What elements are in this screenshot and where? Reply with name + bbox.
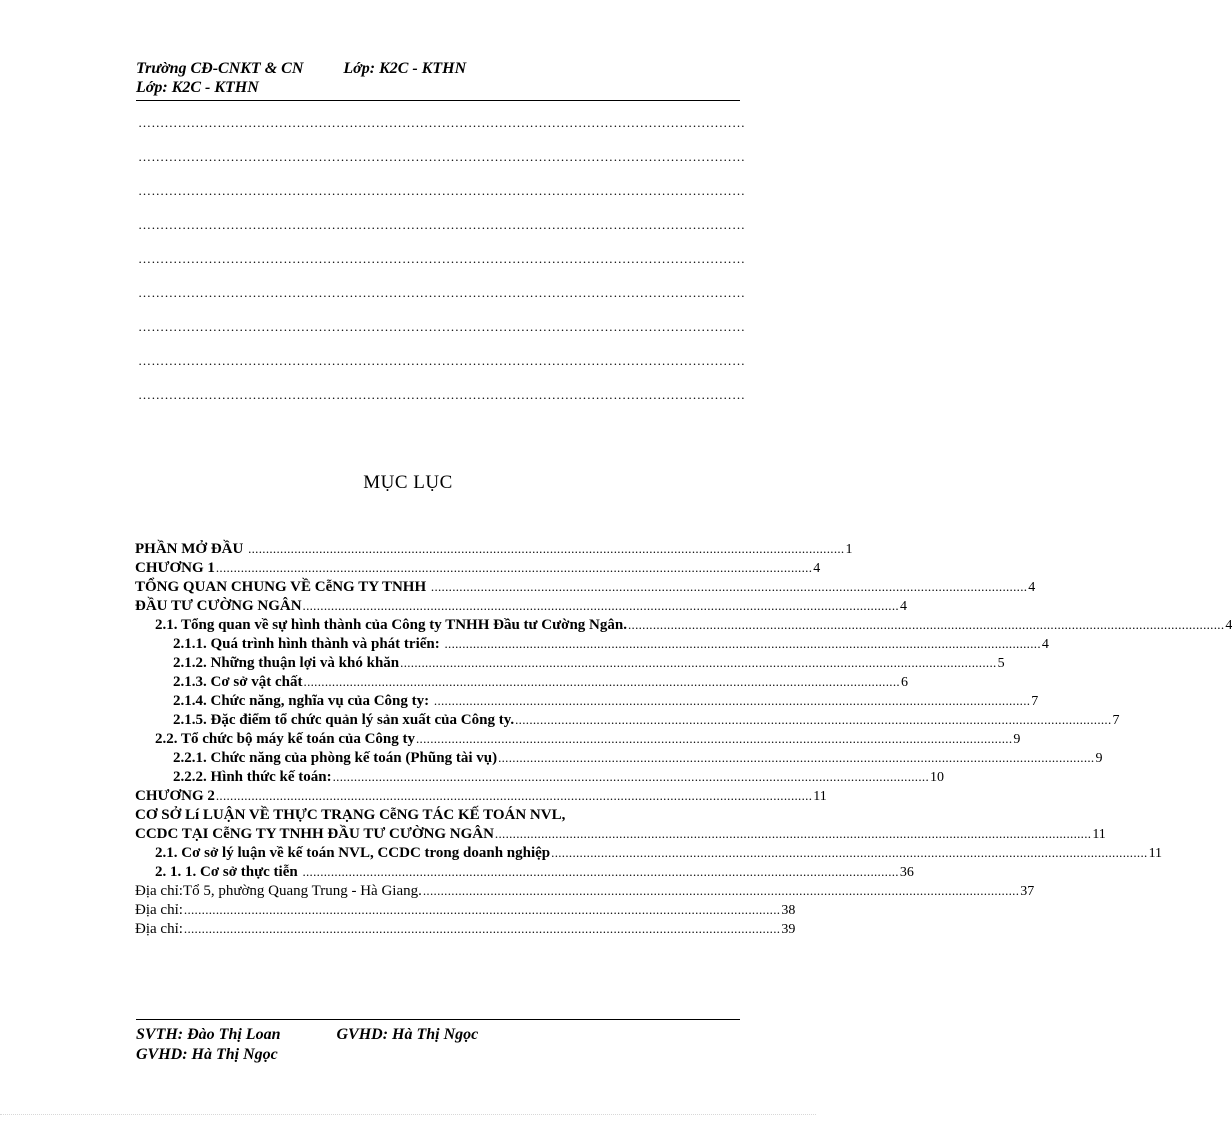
toc-entry[interactable]	[135, 693, 1039, 712]
toc-entry[interactable]	[135, 579, 1036, 598]
supervisor-name: GVHD: Hà Thị Ngọc	[336, 1026, 479, 1043]
toc-entry-page: 38	[781, 903, 796, 918]
toc-entry[interactable]	[135, 769, 945, 788]
page-footer	[136, 1025, 478, 1065]
toc-entry-page: 10	[930, 770, 945, 785]
dotted-line: …………………………………………………………………………………………………………………………	[138, 319, 746, 334]
class-label: Lớp: K2C - KTHN	[343, 60, 467, 77]
toc-entry[interactable]	[135, 636, 1049, 655]
toc-leader: ........................................................................................................................................................................	[416, 731, 1013, 746]
toc-entry-label: PHẦN MỞ ĐẦU	[135, 541, 248, 557]
page-bottom-border	[0, 1114, 816, 1116]
toc-leader: ........................................................................................................................................................................	[302, 864, 899, 879]
toc-entry[interactable]	[135, 598, 907, 617]
address-value: Tổ 5, phường Quang Trung - Hà Giang.	[182, 883, 422, 899]
toc-entry-page: 11	[813, 789, 827, 804]
toc-entry-label: 2.1.5. Đặc điểm tổ chức quản lý sản xuất của Công ty.	[173, 712, 515, 728]
toc-entry[interactable]	[135, 883, 1035, 902]
toc-leader: ........................................................................................................................................................................	[332, 769, 930, 784]
dotted-line: …………………………………………………………………………………………………………………………	[138, 183, 746, 198]
toc-entry[interactable]	[135, 560, 821, 579]
header-divider	[136, 100, 740, 101]
toc-entry[interactable]	[135, 807, 739, 826]
dotted-line: …………………………………………………………………………………………………………………………	[138, 387, 746, 402]
toc-leader: ........................................................................................................................................................................	[215, 788, 813, 803]
toc-leader: ........................................................................................................................................................................	[183, 921, 781, 936]
toc-entry-page: 39	[781, 922, 796, 937]
toc-entry[interactable]	[135, 731, 1021, 750]
toc-entry-page: 11	[1092, 827, 1106, 842]
toc-entry-label: TỔNG QUAN CHUNG VỀ CễNG TY TNHH	[135, 579, 430, 595]
toc-entry[interactable]	[135, 750, 1103, 769]
table-of-contents	[135, 541, 1232, 940]
toc-entry[interactable]	[135, 826, 1106, 845]
toc-leader: ........................................................................................................................................................................	[400, 655, 997, 670]
student-name: SVTH: Đào Thị Loan	[136, 1026, 281, 1043]
toc-leader: ........................................................................................................................................................................	[302, 598, 899, 613]
dotted-line: …………………………………………………………………………………………………………………………	[138, 115, 746, 130]
toc-entry-page: 5	[997, 656, 1005, 671]
toc-entry-page: 6	[900, 675, 908, 690]
toc-entry-label: 2. 1. 1. Cơ sở thực tiễn	[155, 864, 302, 880]
toc-entry[interactable]	[135, 902, 796, 921]
toc-leader: ........................................................................................................................................................................	[248, 541, 845, 556]
toc-entry-label: 2.1. Tổng quan về sự hình thành của Công ty TNHH Đầu tư Cường Ngân.	[155, 617, 627, 633]
toc-entry[interactable]	[135, 655, 1005, 674]
toc-leader: ........................................................................................................................................................................	[498, 750, 1095, 765]
toc-entry[interactable]	[135, 712, 1120, 731]
toc-entry-page: 7	[1112, 713, 1120, 728]
toc-entry-label: 2.1.3. Cơ sở vật chất	[173, 674, 303, 690]
toc-entry-label: 2.1.2. Những thuận lợi và khó khăn	[173, 655, 400, 671]
toc-entry-page: 36	[899, 865, 914, 880]
toc-entry-label: CHƯƠNG 1	[135, 560, 215, 576]
footer-divider	[136, 1019, 740, 1020]
dotted-line: …………………………………………………………………………………………………………………………	[138, 149, 746, 164]
toc-entry-label: 2.1.1. Quá trình hình thành và phát triển:	[173, 636, 444, 652]
toc-entry-page: 4	[1225, 618, 1232, 633]
supervisor-name-line2: GVHD: Hà Thị Ngọc	[136, 1046, 278, 1063]
toc-entry-page: 37	[1020, 884, 1035, 899]
toc-entry-label: 2.2.1. Chức năng của phòng kế toán (Phũng tài vụ)	[173, 750, 498, 766]
toc-leader: ........................................................................................................................................................................	[494, 826, 1092, 841]
toc-entry[interactable]	[135, 674, 908, 693]
toc-leader: ........................................................................................................................................................................	[551, 845, 1148, 860]
dotted-line: …………………………………………………………………………………………………………………………	[138, 251, 746, 266]
toc-leader: ........................................................................................................................................................................	[444, 636, 1041, 651]
toc-entry[interactable]	[135, 864, 914, 883]
dotted-line: …………………………………………………………………………………………………………………………	[138, 353, 746, 368]
toc-entry-label: Địa chỉ:	[135, 902, 183, 918]
toc-leader: ........................................................................................................................................................................	[183, 902, 781, 917]
class-label-line2: Lớp: K2C - KTHN	[136, 79, 259, 96]
toc-entry[interactable]	[135, 617, 1232, 636]
toc-leader: ........................................................................................................................................................................	[433, 693, 1031, 708]
toc-entry[interactable]	[135, 845, 1163, 864]
school-name: Trường CĐ-CNKT & CN	[136, 60, 304, 77]
toc-entry[interactable]	[135, 921, 796, 940]
toc-entry-label: 2.2.2. Hình thức kế toán:	[173, 769, 332, 785]
toc-entry-page: 1	[845, 542, 853, 557]
toc-entry-page: 9	[1013, 732, 1021, 747]
toc-entry-label: CƠ SỞ Lí LUẬN VỀ THỰC TRẠNG CễNG TÁC KẾ TOÁN NVL,	[135, 807, 566, 823]
toc-entry-label: 2.2. Tổ chức bộ máy kế toán của Công ty	[155, 731, 415, 747]
toc-entry-page: 4	[1041, 637, 1049, 652]
toc-entry[interactable]	[135, 541, 853, 560]
dotted-line: …………………………………………………………………………………………………………………………	[138, 285, 746, 300]
toc-leader: ........................................................................................................................................................................	[430, 579, 1028, 594]
toc-entry-label: 2.1. Cơ sở lý luận về kế toán NVL, CCDC trong doanh nghiệp	[155, 845, 551, 861]
toc-entry-label: Địa chỉ:	[135, 921, 183, 937]
toc-leader: ........................................................................................................................................................................	[515, 712, 1112, 727]
dotted-line: …………………………………………………………………………………………………………………………	[138, 217, 746, 232]
toc-entry-label: CCDC TẠI CễNG TY TNHH ĐẦU TƯ CƯỜNG NGÂN	[135, 826, 494, 842]
toc-entry-page: 4	[899, 599, 907, 614]
toc-entry-label: Địa chỉ:	[135, 883, 183, 899]
toc-entry-page: 9	[1095, 751, 1103, 766]
toc-entry-page: 11	[1148, 846, 1163, 861]
toc-leader: ........................................................................................................................................................................	[627, 617, 1225, 632]
toc-entry-page: 4	[1028, 580, 1036, 595]
toc-entry-label: 2.1.4. Chức năng, nghĩa vụ của Công ty:	[173, 693, 433, 709]
page-header	[136, 59, 740, 97]
toc-entry[interactable]	[135, 788, 827, 807]
toc-leader: ........................................................................................................................................................................	[215, 560, 813, 575]
toc-entry-label: CHƯƠNG 2	[135, 788, 215, 804]
toc-entry-page: 7	[1031, 694, 1039, 709]
toc-leader: ........................................................................................................................................................................	[422, 883, 1020, 898]
toc-leader: ........................................................................................................................................................................	[303, 674, 900, 689]
toc-entry-label: ĐẦU TƯ CƯỜNG NGÂN	[135, 598, 302, 614]
toc-title: MỤC LỤC	[363, 472, 453, 493]
toc-entry-page: 4	[813, 561, 821, 576]
